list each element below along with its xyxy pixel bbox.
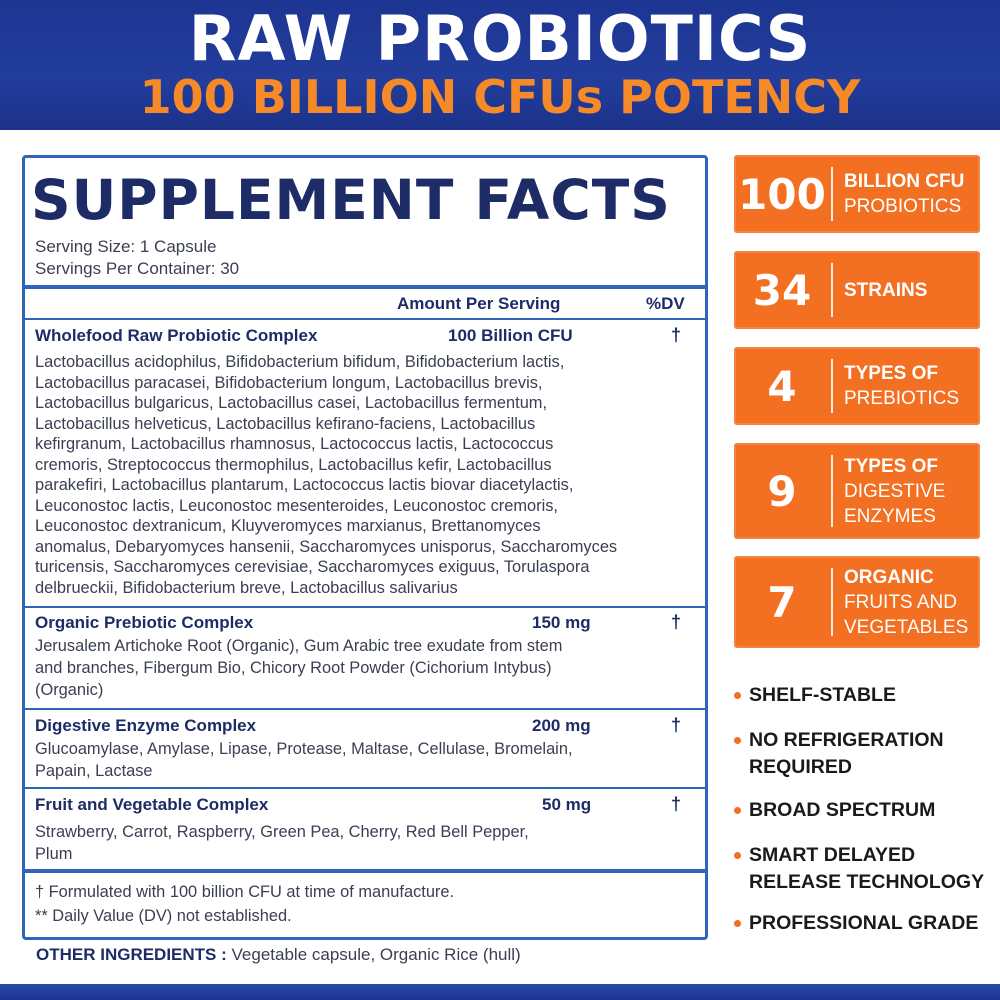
ingredient-line: Glucoamylase, Amylase, Lipase, Protease, Maltase, Cellulase, Bromelain,	[35, 740, 573, 758]
ingredient-line: and branches, Fibergum Bio, Chicory Root Powder (Cichorium Intybus)	[35, 659, 552, 677]
ingredient-line: Papain, Lactase	[35, 762, 153, 780]
stat-text-rest: DIGESTIVE ENZYMES	[844, 480, 946, 527]
divider	[25, 708, 705, 710]
divider	[25, 318, 705, 320]
divider	[25, 787, 705, 789]
stat-box-enzymes	[734, 443, 980, 539]
feature-text: SMART DELAYED	[749, 844, 916, 866]
section-name-prebiotic: Organic Prebiotic Complex	[35, 613, 254, 632]
section-dv-prebiotic: †	[671, 612, 682, 632]
stat-number: 100	[738, 169, 826, 219]
ingredient-line: cremoris, Streptococcus thermophilus, Lactobacillus kefir, Lactobacillus	[35, 455, 552, 474]
ingredient-line: Strawberry, Carrot, Raspberry, Green Pea, Cherry, Red Bell Pepper,	[35, 823, 529, 841]
section-body-enzyme	[35, 738, 699, 782]
other-ingredients	[36, 945, 521, 965]
stat-number: 9	[767, 466, 797, 516]
stat-separator	[831, 167, 833, 221]
stat-separator	[831, 568, 833, 636]
other-ingredients-label: OTHER INGREDIENTS :	[36, 945, 227, 964]
feature-text: RELEASE TECHNOLOGY	[749, 871, 985, 893]
stat-box-probiotics	[734, 155, 980, 233]
feature-text: BROAD SPECTRUM	[749, 799, 936, 821]
divider	[25, 285, 705, 289]
ingredient-line: parakefiri, Lactobacillus plantarum, Lactococcus lactis biovar diacetylactis,	[35, 476, 574, 494]
stat-text-bold: ORGANIC	[844, 566, 934, 588]
stat-text-bold: TYPES OF	[844, 363, 938, 384]
section-amount-prebiotic: 150 mg	[532, 613, 591, 632]
feature-text: PROFESSIONAL GRADE	[749, 912, 979, 934]
column-header-amount: Amount Per Serving	[397, 294, 561, 313]
ingredient-line: Leuconostoc lactis, Leuconostoc mesenteroides, Leuconostoc cremoris,	[35, 496, 558, 515]
section-amount-enzyme: 200 mg	[532, 716, 591, 735]
feature-text: REQUIRED	[749, 756, 852, 778]
ingredient-line: Lactobacillus bulgaricus, Lactobacillus casei, Lactobacillus fermentum,	[35, 394, 548, 412]
bullet-dot-icon	[734, 807, 741, 814]
ingredient-line: Lactobacillus paracasei, Bifidobacterium longum, Lactobacillus brevis,	[35, 373, 543, 392]
divider	[25, 606, 705, 608]
stat-text-rest: PROBIOTICS	[844, 196, 962, 217]
bullet-dot-icon	[734, 737, 741, 744]
ingredient-line: turicensis, Saccharomyces cerevisiae, Saccharomyces exiguus, Torulaspora	[35, 558, 590, 576]
section-dv-enzyme: †	[671, 715, 682, 735]
section-amount-fruit-veg: 50 mg	[542, 795, 592, 814]
product-title: RAW PROBIOTICS	[188, 2, 812, 75]
section-body-probiotic	[35, 352, 699, 598]
ingredient-line: anomalus, Debaryomyces hansenii, Saccharomyces unisporus, Saccharomyces	[35, 537, 618, 556]
stat-box-prebiotics	[734, 347, 980, 425]
stat-number: 7	[767, 577, 797, 627]
ingredient-line: Plum	[35, 845, 73, 863]
servings-per-container: Servings Per Container: 30	[35, 259, 240, 278]
stat-number: 34	[752, 265, 812, 315]
header-banner	[0, 0, 1000, 130]
product-subtitle: 100 BILLION CFUs POTENCY	[139, 70, 861, 124]
stat-text-bold: STRAINS	[844, 279, 928, 301]
stat-box-strains	[734, 251, 980, 329]
stat-box-fruits-vegetables	[734, 556, 980, 648]
section-body-prebiotic	[35, 635, 699, 701]
facts-title: SUPPLEMENT FACTS	[31, 168, 671, 232]
ingredient-line: Jerusalem Artichoke Root (Organic), Gum Arabic tree exudate from stem	[35, 637, 563, 655]
ingredient-line: kefirgranum, Lactobacillus rhamnosus, Lactococcus lactis, Lactococcus	[35, 435, 554, 453]
section-body-fruit-veg	[35, 821, 699, 865]
section-name-enzyme: Digestive Enzyme Complex	[35, 716, 257, 735]
stat-text-bold: BILLION CFU	[844, 171, 965, 192]
stat-text-rest: PREBIOTICS	[844, 388, 960, 409]
divider	[25, 869, 705, 873]
stat-text-bold: TYPES OF	[844, 455, 938, 477]
stat-separator	[831, 455, 833, 527]
bullet-dot-icon	[734, 920, 741, 927]
section-dv-fruit-veg: †	[671, 794, 682, 814]
ingredient-line: (Organic)	[35, 681, 104, 699]
stat-text-rest: FRUITS AND VEGETABLES	[844, 591, 969, 638]
bottom-band	[0, 984, 1000, 1000]
stat-number: 4	[767, 361, 797, 411]
feature-text: SHELF-STABLE	[749, 684, 896, 706]
stat-text	[844, 443, 964, 539]
column-header-dv: %DV	[646, 294, 685, 313]
footnote-dv: ** Daily Value (DV) not established.	[35, 907, 292, 925]
other-ingredients-value: Vegetable capsule, Organic Rice (hull)	[231, 945, 521, 964]
stat-separator	[831, 263, 833, 317]
section-name-probiotic: Wholefood Raw Probiotic Complex	[35, 326, 318, 345]
supplement-facts-panel	[22, 155, 708, 940]
footnote-cfu: † Formulated with 100 billion CFU at time of manufacture.	[35, 883, 455, 901]
stat-text	[844, 556, 972, 648]
section-name-fruit-veg: Fruit and Vegetable Complex	[35, 795, 269, 814]
section-dv-probiotic: †	[671, 325, 682, 345]
serving-size: Serving Size: 1 Capsule	[35, 237, 217, 256]
ingredient-line: Leuconostoc dextranicum, Kluyveromyces marxianus, Brettanomyces	[35, 517, 541, 535]
feature-text: NO REFRIGERATION	[749, 729, 944, 751]
bullet-dot-icon	[734, 692, 741, 699]
stat-text	[844, 251, 974, 329]
ingredient-line: Lactobacillus acidophilus, Bifidobacterium bifidum, Bifidobacterium lactis,	[35, 353, 565, 371]
bullet-dot-icon	[734, 852, 741, 859]
ingredient-line: delbrueckii, Bifidobacterium breve, Lactobacillus salivarius	[35, 578, 458, 597]
section-amount-probiotic: 100 Billion CFU	[448, 326, 573, 345]
stat-text	[844, 155, 974, 233]
ingredient-line: Lactobacillus helveticus, Lactobacillus kefirano-faciens, Lactobacillus	[35, 414, 536, 433]
stat-separator	[831, 359, 833, 413]
stat-text	[844, 347, 974, 425]
